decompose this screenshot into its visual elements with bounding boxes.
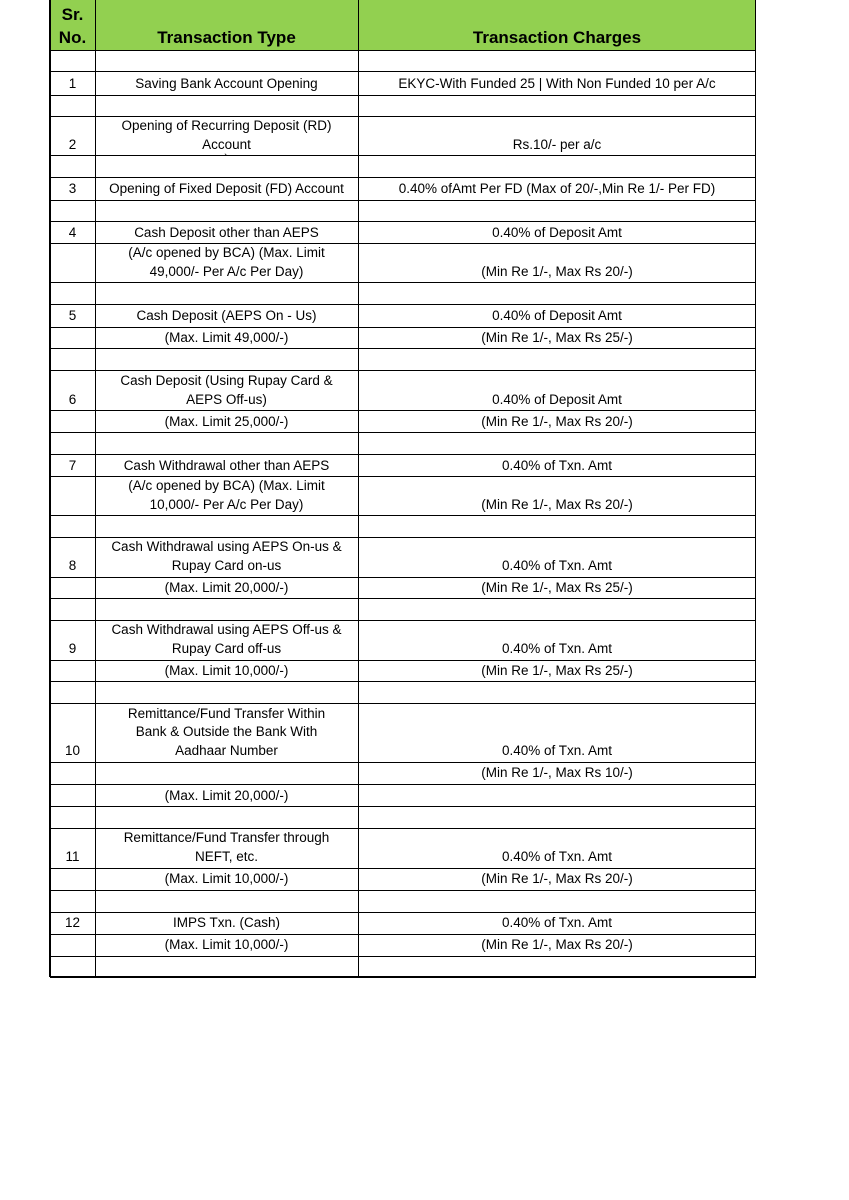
grid-hline: [50, 282, 756, 283]
transaction-charge-line: Rs.10/- per a/c: [512, 137, 602, 152]
transaction-type-line: (Max. Limit 10,000/-): [164, 871, 289, 886]
transaction-type-line: 49,000/- Per A/c Per Day): [149, 264, 304, 279]
grid-hline: [50, 348, 756, 349]
transaction-charge-line: (Min Re 1/-, Max Rs 20/-): [481, 264, 633, 279]
grid-hline: [50, 432, 756, 433]
header-sr-no-line2: No.: [58, 28, 87, 47]
sr-no-cell: 7: [68, 458, 77, 473]
transaction-type-line: Rupay Card on-us: [171, 558, 282, 573]
grid-hline: [50, 200, 756, 201]
transaction-type-line: (Max. Limit 10,000/-): [164, 663, 289, 678]
grid-hline: [50, 177, 756, 178]
sr-no-cell: 8: [68, 558, 77, 573]
transaction-type-line: Opening of Fixed Deposit (FD) Account: [109, 181, 344, 196]
transaction-type-line: Remittance/Fund Transfer through: [123, 830, 330, 845]
transaction-charge-line: 0.40% of Txn. Amt: [501, 558, 613, 573]
grid-hline: [50, 50, 756, 51]
transaction-charge-line: 0.40% of Deposit Amt: [492, 392, 622, 407]
transaction-type-line: IMPS Txn. (Cash): [172, 915, 281, 930]
transaction-charge-line: 0.40% of Txn. Amt: [501, 641, 613, 656]
transaction-type-line: Aadhaar Number: [175, 743, 278, 758]
transaction-type-line: Opening of Recurring Deposit (RD): [121, 118, 332, 133]
transaction-charge-line: 0.40% of Txn. Amt: [501, 743, 613, 758]
stray-mark: `: [224, 153, 228, 165]
sr-no-cell: 3: [68, 181, 77, 196]
transaction-charge-line: 0.40% of Deposit Amt: [492, 225, 622, 240]
sr-no-cell: 2: [68, 137, 77, 152]
grid-hline: [50, 784, 756, 785]
grid-hline: [50, 890, 756, 891]
grid-hline: [50, 454, 756, 455]
grid-hline: [50, 71, 756, 72]
grid-hline: [50, 410, 756, 411]
transaction-charge-line: 0.40% ofAmt Per FD (Max of 20/-,Min Re 1/- Per FD): [398, 181, 716, 196]
transaction-type-line: Rupay Card off-us: [171, 641, 282, 656]
transaction-type-line: (Max. Limit 20,000/-): [164, 580, 289, 595]
transaction-charge-line: 0.40% of Txn. Amt: [501, 915, 613, 930]
grid-hline: [50, 515, 756, 516]
transaction-charge-line: 0.40% of Deposit Amt: [492, 308, 622, 323]
transaction-type-line: Remittance/Fund Transfer Within: [127, 706, 326, 721]
grid-hline: [50, 806, 756, 807]
header-sr-no-line1: Sr.: [61, 5, 84, 24]
transaction-charge-line: (Min Re 1/-, Max Rs 20/-): [481, 937, 633, 952]
transaction-type-line: (Max. Limit 10,000/-): [164, 937, 289, 952]
transaction-type-line: Saving Bank Account Opening: [135, 76, 318, 91]
sr-no-cell: 5: [68, 308, 77, 323]
transaction-charge-line: (Min Re 1/-, Max Rs 25/-): [481, 663, 633, 678]
transaction-type-line: AEPS Off-us): [186, 392, 267, 407]
transaction-type-line: Cash Withdrawal other than AEPS: [123, 458, 330, 473]
grid-hline: [50, 956, 756, 957]
transaction-type-line: Cash Deposit other than AEPS: [134, 225, 319, 240]
sr-no-cell: 9: [68, 641, 77, 656]
transaction-type-line: Cash Withdrawal using AEPS Off-us &: [111, 622, 342, 637]
grid-hline: [50, 681, 756, 682]
transaction-type-line: Bank & Outside the Bank With: [135, 724, 318, 739]
transaction-type-line: (A/c opened by BCA) (Max. Limit: [128, 245, 325, 260]
transaction-type-line: (Max. Limit 20,000/-): [164, 788, 289, 803]
transaction-type-line: 10,000/- Per A/c Per Day): [149, 497, 304, 512]
grid-hline: [50, 95, 756, 96]
header-transaction-type: Transaction Type: [157, 28, 296, 47]
sr-no-cell: 12: [64, 915, 81, 930]
transaction-type-line: NEFT, etc.: [194, 849, 258, 864]
sr-no-cell: 4: [68, 225, 77, 240]
transaction-charge-line: (Min Re 1/-, Max Rs 20/-): [481, 414, 633, 429]
transaction-type-line: (A/c opened by BCA) (Max. Limit: [128, 478, 325, 493]
transaction-charge-line: (Min Re 1/-, Max Rs 20/-): [481, 871, 633, 886]
transaction-charge-line: 0.40% of Txn. Amt: [501, 458, 613, 473]
transaction-type-line: Cash Deposit (AEPS On - Us): [136, 308, 317, 323]
transaction-charge-line: 0.40% of Txn. Amt: [501, 849, 613, 864]
transaction-charge-line: (Min Re 1/-, Max Rs 25/-): [481, 330, 633, 345]
sr-no-cell: 1: [68, 76, 77, 91]
grid-hline: [50, 598, 756, 599]
transaction-charge-line: EKYC-With Funded 25 | With Non Funded 10 per A/c: [398, 76, 716, 91]
transaction-type-line: Account: [202, 137, 251, 152]
transaction-type-line: (Max. Limit 25,000/-): [164, 414, 289, 429]
grid-hline: [50, 304, 756, 305]
sr-no-cell: 11: [65, 849, 80, 864]
transaction-type-line: (Max. Limit 49,000/-): [164, 330, 289, 345]
grid-hline: [50, 155, 756, 156]
transaction-charge-line: (Min Re 1/-, Max Rs 25/-): [481, 580, 633, 595]
grid-hline: [50, 976, 756, 978]
sr-no-cell: 6: [68, 392, 77, 407]
sr-no-cell: 10: [64, 743, 81, 758]
transaction-type-line: Cash Deposit (Using Rupay Card &: [120, 373, 333, 388]
transaction-charge-line: (Min Re 1/-, Max Rs 20/-): [481, 497, 633, 512]
grid-hline: [50, 221, 756, 222]
transaction-type-line: Cash Withdrawal using AEPS On-us &: [111, 539, 342, 554]
transaction-charge-line: (Min Re 1/-, Max Rs 10/-): [481, 765, 633, 780]
header-transaction-charges: Transaction Charges: [472, 28, 642, 47]
